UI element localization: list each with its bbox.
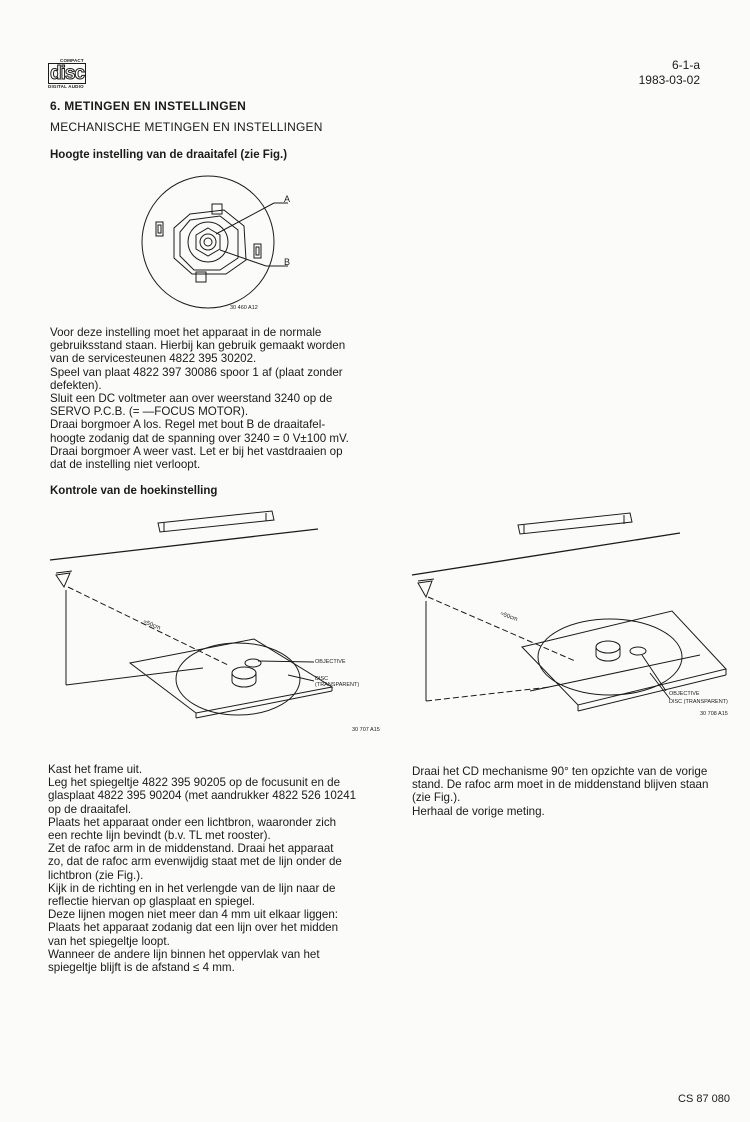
text-line: zo, dat de rafoc arm evenwijdig staat met de lijn onder de bbox=[48, 855, 342, 869]
text-line: reflectie hiervan op glasplaat en spiegel. bbox=[48, 895, 255, 909]
distance-label: ≈50cm bbox=[499, 611, 519, 624]
text-line: hoogte zodanig dat de spanning over 3240 = 0 V±100 mV. bbox=[50, 431, 349, 445]
text-line: Speel van plaat 4822 397 30086 spoor 1 af (plaat zonder bbox=[50, 365, 343, 379]
disc-label-2: (TRANSPARENT) bbox=[315, 682, 360, 688]
logo-top-text: COMPACT bbox=[60, 58, 84, 63]
angle-check-right-paragraph bbox=[412, 765, 742, 818]
label-b: B bbox=[284, 257, 291, 267]
text-line: Draai borgmoer A weer vast. Let er bij het vastdraaien op bbox=[50, 444, 343, 458]
objective-label: OBJECTIVE bbox=[315, 659, 346, 665]
text-line: een rechte lijn bevindt (b.v. TL met rooster). bbox=[48, 829, 271, 843]
figure-ref: 30 460 A12 bbox=[230, 305, 258, 311]
page-reference bbox=[639, 58, 700, 88]
turntable-top-view-figure bbox=[140, 170, 310, 315]
text-line: Kijk in de richting en in het verlengde van de lijn naar de bbox=[48, 881, 336, 895]
document-code: CS 87 080 bbox=[678, 1093, 730, 1105]
text-line: van het spiegeltje loopt. bbox=[48, 934, 170, 948]
text-line: Kast het frame uit. bbox=[48, 763, 143, 776]
text-line: gebruiksstand staan. Hierbij kan gebruik gemaakt worden bbox=[50, 339, 346, 353]
distance-label: ≈50cm bbox=[142, 619, 162, 632]
text-line: SERVO P.C.B. (= —FOCUS MOTOR). bbox=[50, 405, 249, 419]
angle-check-figure-left bbox=[48, 505, 398, 740]
text-line: stand. De rafoc arm moet in de middenstand blijven staan bbox=[412, 778, 709, 792]
text-line: dat de instelling niet verloopt. bbox=[50, 458, 201, 472]
height-setting-text bbox=[50, 326, 380, 471]
section-subtitle: MECHANISCHE METINGEN EN INSTELLINGEN bbox=[50, 120, 323, 134]
text-line: defekten). bbox=[50, 378, 102, 392]
logo-bottom-text: DIGITAL AUDIO bbox=[48, 84, 84, 89]
text-line: Herhaal de vorige meting. bbox=[412, 804, 545, 818]
disc-label: DISC (TRANSPARENT) bbox=[669, 699, 728, 705]
text-line: Plaats het apparaat onder een lichtbron, waaronder zich bbox=[48, 815, 337, 829]
angle-check-heading: Kontrole van de hoekinstelling bbox=[50, 485, 218, 497]
label-a: A bbox=[284, 194, 291, 204]
text-line: Draai borgmoer A los. Regel met bout B de draaitafel- bbox=[50, 418, 326, 432]
text-line: lichtbron (zie Fig.). bbox=[48, 868, 144, 882]
figure-ref: 30 707 A15 bbox=[352, 727, 380, 733]
objective-label: OBJECTIVE bbox=[669, 691, 700, 697]
height-setting-paragraph bbox=[50, 326, 380, 471]
text-line: Sluit een DC voltmeter aan over weerstand 3240 op de bbox=[50, 392, 333, 406]
height-setting-heading: Hoogte instelling van de draaitafel (zie Fig.) bbox=[50, 149, 288, 161]
logo-word: disc bbox=[50, 63, 85, 84]
angle-check-left-paragraph bbox=[48, 763, 378, 974]
disc-label: DISC bbox=[315, 676, 329, 682]
section-title: 6. METINGEN EN INSTELLINGEN bbox=[50, 99, 247, 113]
page-id: 6-1-a bbox=[671, 58, 700, 72]
angle-check-right-text bbox=[412, 765, 742, 818]
text-line: Wanneer de andere lijn binnen het oppervlak van het bbox=[48, 947, 320, 961]
text-line: op de draaitafel. bbox=[48, 802, 132, 816]
compact-disc-logo bbox=[48, 58, 100, 92]
figure-ref: 30 708 A15 bbox=[700, 711, 728, 717]
text-line: van de servicesteunen 4822 395 30202. bbox=[50, 352, 257, 366]
text-line: Leg het spiegeltje 4822 395 90205 op de focusunit en de bbox=[48, 776, 341, 790]
text-line: Zet de rafoc arm in de middenstand. Draai het apparaat bbox=[48, 842, 334, 856]
text-line: (zie Fig.). bbox=[412, 791, 461, 805]
angle-check-figure-right bbox=[410, 505, 745, 730]
text-line: glasplaat 4822 395 90204 (met aandrukker 4822 526 10241 bbox=[48, 789, 357, 803]
text-line: spiegeltje blijft is de afstand ≤ 4 mm. bbox=[48, 961, 235, 975]
text-line: Voor deze instelling moet het apparaat in de normale bbox=[50, 326, 322, 339]
text-line: Deze lijnen mogen niet meer dan 4 mm uit elkaar liggen: bbox=[48, 908, 338, 922]
angle-check-left-text bbox=[48, 763, 378, 974]
page-date: 1983-03-02 bbox=[638, 73, 700, 87]
text-line: Draai het CD mechanisme 90° ten opzichte van de vorige bbox=[412, 765, 708, 778]
text-line: Plaats het apparaat zodanig dat een lijn over het midden bbox=[48, 921, 339, 935]
